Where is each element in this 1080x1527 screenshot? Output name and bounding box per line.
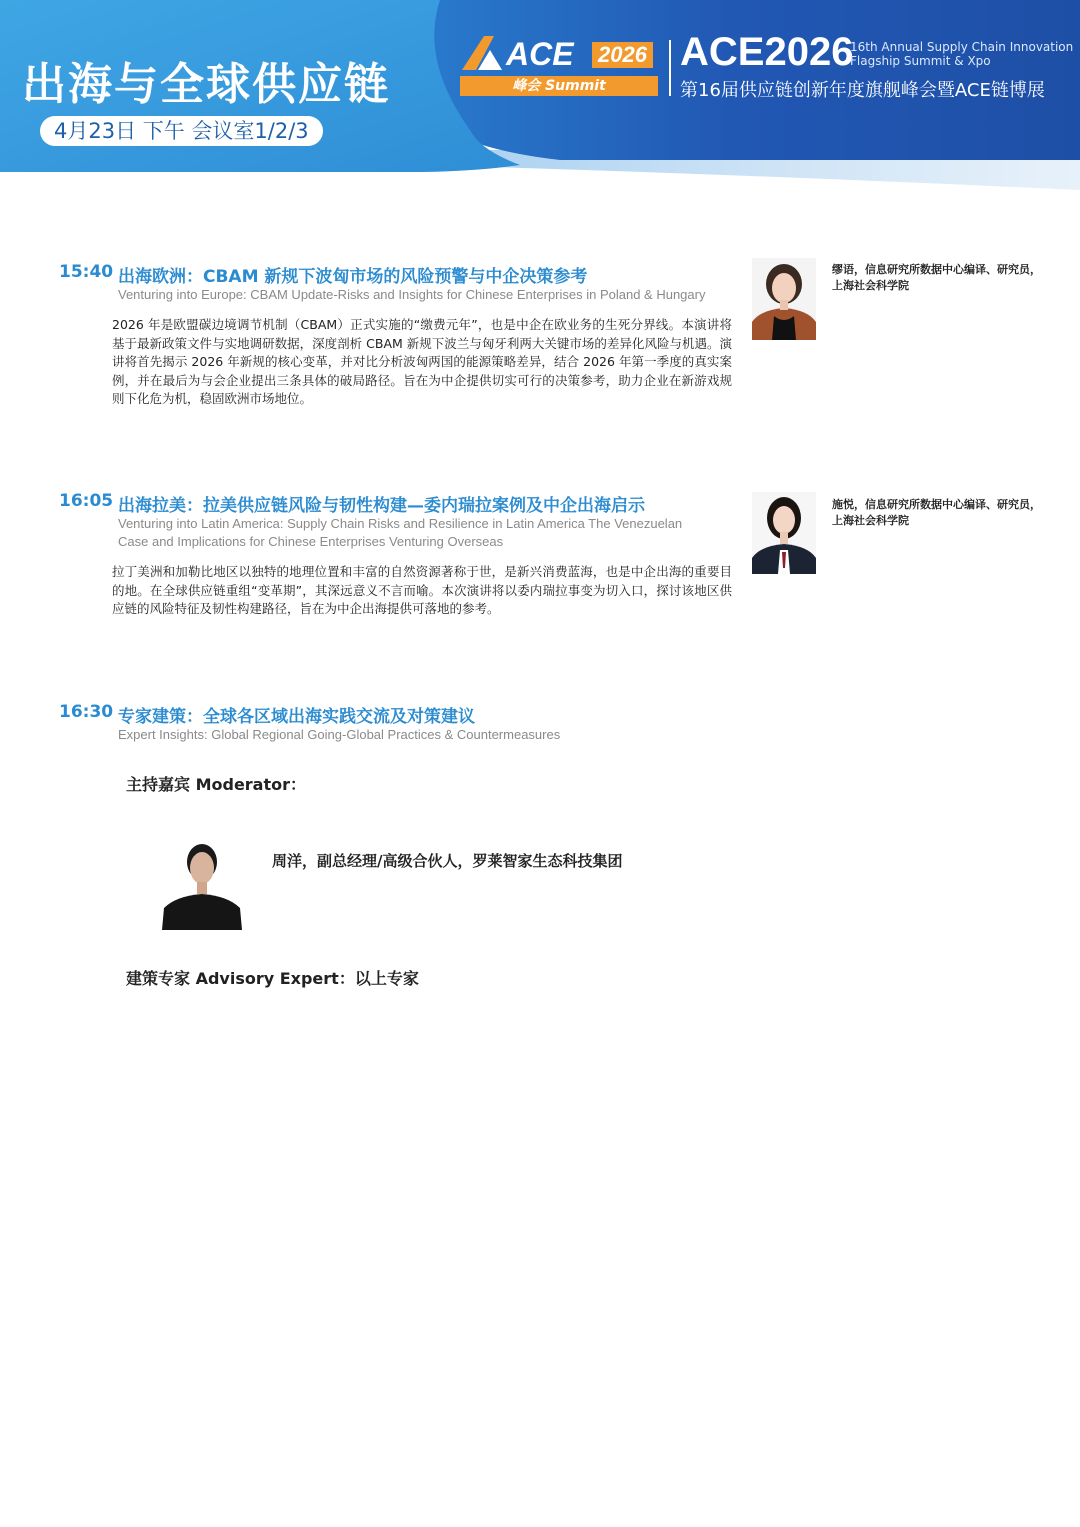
session-title-english: Venturing into Europe: CBAM Update-Risks and Insights for Chinese Enterprises in Poland & Hungary xyxy=(118,287,706,302)
event-english-line2: Flagship Summit & Xpo xyxy=(850,54,991,68)
event-english-name xyxy=(850,40,1073,68)
event-english-line1: 16th Annual Supply Chain Innovation xyxy=(850,40,1074,54)
speaker-info xyxy=(832,262,1062,294)
session-title-english-line2: Case and Implications for Chinese Enterprises Venturing Overseas xyxy=(118,534,504,549)
session-title: 出海拉美：拉美供应链风险与韧性构建—委内瑞拉案例及中企出海启示 xyxy=(118,496,645,516)
session-description: 拉丁美洲和加勒比地区以独特的地理位置和丰富的自然资源著称于世，是新兴消费蓝海，也是中企出海的重要目的地。在全球供应链重组“变革期”，其深远意义不言而喻。本次演讲将以委内瑞拉事变为切入口，探讨该地区供应链的风险特征及韧性构建路径，旨在为中企出海提供可落地的参考。 xyxy=(112,564,732,616)
logo-ace-word: ACE xyxy=(506,36,574,72)
moderator-label: 主持嘉宾 Moderator： xyxy=(126,775,307,794)
speaker-org: 上海社会科学院 xyxy=(832,514,909,527)
speaker-photo xyxy=(752,258,816,340)
session-title-english-line1: Venturing into Latin America: Supply Chain Risks and Resilience in Latin America The Venezuelan xyxy=(118,516,683,531)
logo-summit-ribbon: 峰会 Summit xyxy=(460,76,658,96)
session-time: 15:40 xyxy=(59,262,114,282)
logo-year: 2026 xyxy=(592,42,653,68)
page-title: 出海与全球供应链 xyxy=(22,59,390,110)
event-mark: ACE2026 xyxy=(680,30,854,74)
ace-summit-logo xyxy=(458,32,663,98)
event-chinese-name: 第16届供应链创新年度旗舰峰会暨ACE链博展 xyxy=(680,80,1045,101)
moderator-photo xyxy=(162,838,242,930)
session-title: 出海欧洲：CBAM 新规下波匈市场的风险预警与中企决策参考 xyxy=(118,267,588,287)
session-description: 2026 年是欧盟碳边境调节机制（CBAM）正式实施的“缴费元年”，也是中企在欧业务的生死分界线。本演讲将基于最新政策文件与实地调研数据，深度剖析 CBAM 新规下波兰与匈牙利两大关键市场的差异化风险与机遇。演讲将首先揭示 2026 年新规的核心变革，并对比分析波匈两国的能源策略差异，结合 2026 年第一季度的真实案例，并在最后为与会企业提出三条具体的破局路径。旨在为中企提供切实可行的决策参考，助力企业在新游戏规则下化危为机，稳固欧洲市场地位。 xyxy=(112,317,732,406)
session-time: 16:05 xyxy=(59,491,114,511)
header-divider xyxy=(669,40,671,96)
speaker-photo xyxy=(752,492,816,574)
moderator-name: 周洋，副总经理/高级合伙人，罗莱智家生态科技集团 xyxy=(272,852,623,870)
ace-triangle-icon xyxy=(458,32,502,72)
speaker-name-title: 缪语，信息研究所数据中心编译、研究员， xyxy=(832,263,1041,276)
speaker-name-title: 施悦，信息研究所数据中心编译、研究员， xyxy=(832,498,1041,511)
session-time: 16:30 xyxy=(59,702,114,722)
header-banner xyxy=(0,0,1080,200)
speaker-info xyxy=(832,497,1062,529)
session-title-english: Expert Insights: Global Regional Going-Global Practices & Countermeasures xyxy=(118,727,561,742)
session-date-room: 4月23日 下午 会议室1/2/3 xyxy=(40,116,323,146)
advisory-expert-label: 建策专家 Advisory Expert：以上专家 xyxy=(126,969,419,988)
speaker-org: 上海社会科学院 xyxy=(832,279,909,292)
session-title: 专家建策：全球各区域出海实践交流及对策建议 xyxy=(118,707,475,727)
session-title-english xyxy=(118,515,733,551)
